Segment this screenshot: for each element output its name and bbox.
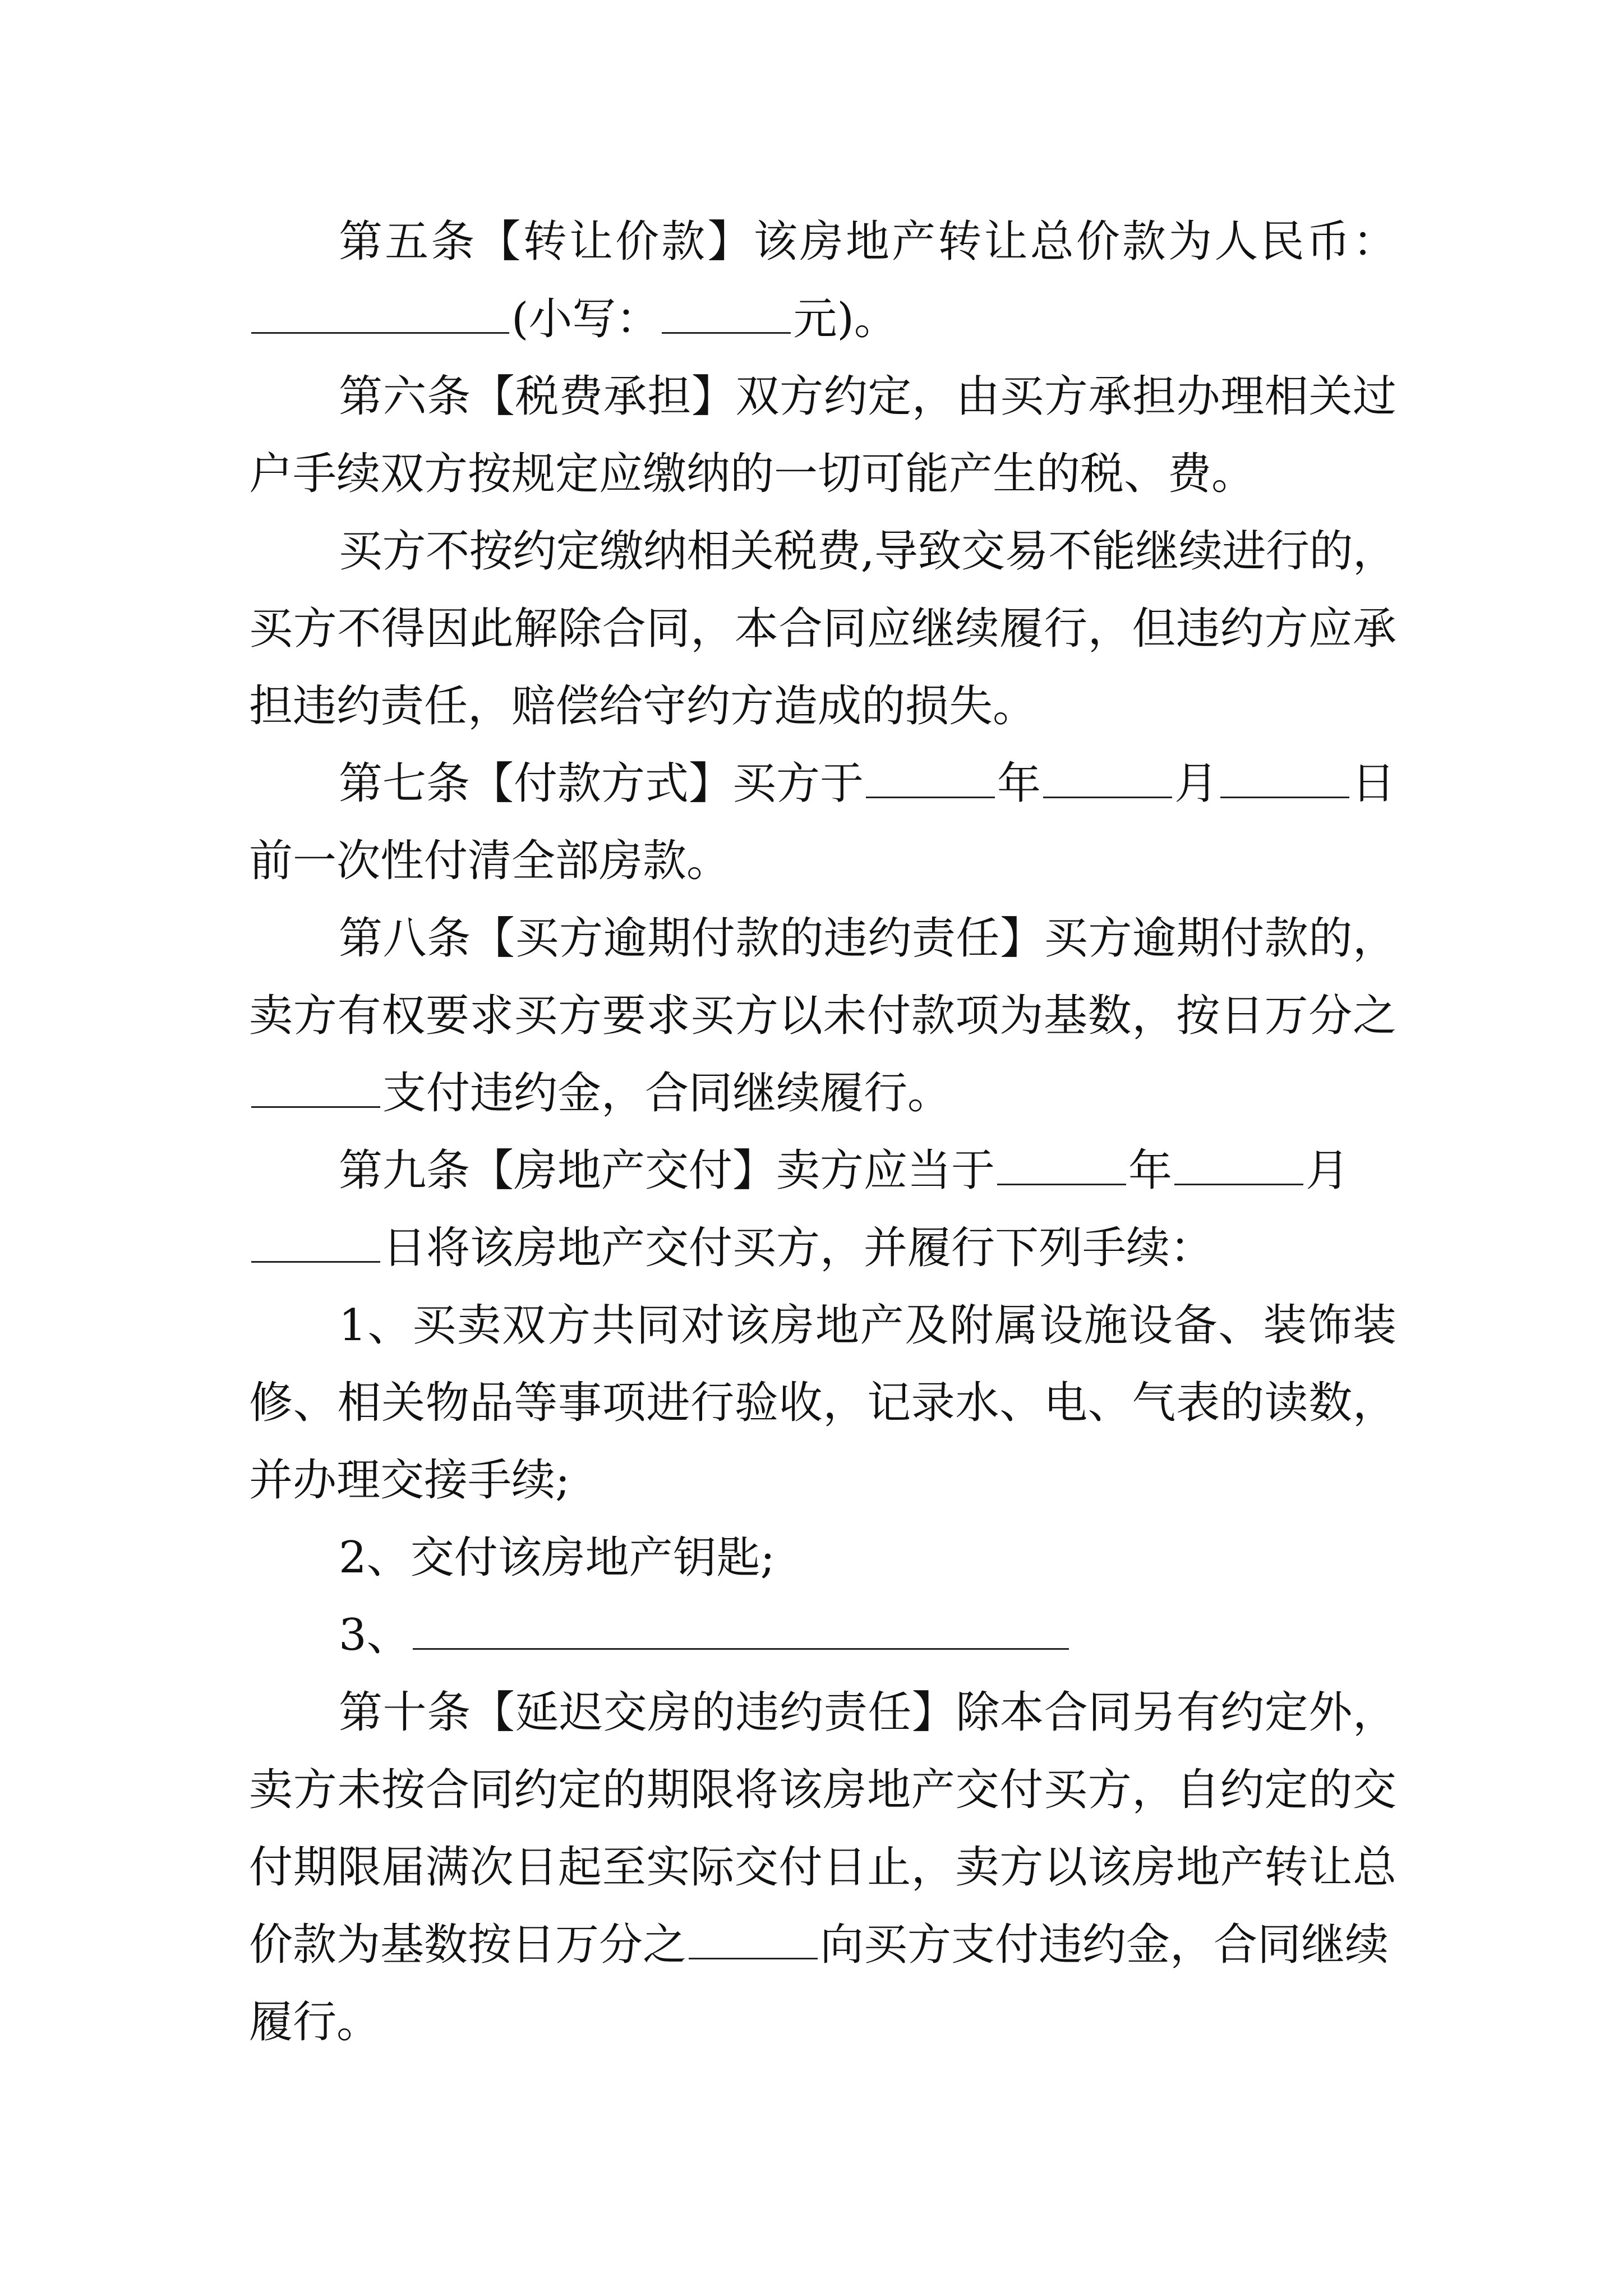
document-line — [249, 1132, 1396, 1209]
document-line — [249, 590, 1396, 668]
line-text: 第十条【延迟交房的违约责任】除本合同另有约定外， — [339, 1687, 1397, 1738]
line-text: 买方不得因此解除合同，本合同应继续履行，但违约方应承 — [249, 604, 1397, 654]
document-line — [249, 668, 1396, 745]
line-text: 卖方未按合同约定的期限将该房地产交付买方，自约定的交 — [249, 1765, 1397, 1815]
document-line — [249, 1596, 1396, 1674]
line-text: 1、买卖双方共同对该房地产及附属设施设备、装饰装 — [339, 1300, 1398, 1351]
line-text: 履行。 — [249, 1997, 381, 2047]
document-line — [249, 900, 1396, 977]
document-body — [249, 203, 1399, 2061]
fill-in-blank — [1043, 762, 1172, 798]
document-line — [249, 513, 1396, 590]
document-line — [249, 1055, 1396, 1132]
document-line — [249, 203, 1399, 280]
line-text: 第五条【转让价款】该房地产转让总价款为人民币： — [339, 217, 1399, 267]
fill-in-blank — [866, 762, 995, 798]
line-text: 日 — [1352, 758, 1396, 809]
line-text: 3、 — [339, 1610, 411, 1660]
document-line — [249, 1287, 1396, 1364]
document-line — [249, 1519, 1396, 1596]
fill-in-blank — [662, 297, 791, 334]
document-line — [249, 1442, 1396, 1519]
line-text: 第六条【税费承担】双方约定，由买方承担办理相关过 — [339, 371, 1397, 422]
line-text: 前一次性付清全部房款。 — [249, 836, 731, 886]
document-line — [249, 745, 1396, 822]
line-text: 元)。 — [793, 294, 898, 344]
line-text: 月 — [1306, 1145, 1350, 1196]
line-text: 日将该房地产交付买方，并履行下列手续： — [382, 1223, 1214, 1273]
fill-in-blank — [1174, 1149, 1303, 1185]
line-text: 卖方有权要求买方要求买方以未付款项为基数，按日万分之 — [249, 991, 1397, 1041]
fill-in-blank — [251, 1226, 380, 1263]
line-text: 月 — [1174, 758, 1219, 809]
document-line — [249, 1829, 1396, 1906]
document-line — [249, 280, 1396, 358]
line-text: 2、交付该房地产钥匙; — [339, 1533, 775, 1583]
line-text: 第七条【付款方式】买方于 — [339, 758, 864, 809]
line-text: 价款为基数按日万分之 — [249, 1920, 687, 1970]
line-text: 修、相关物品等事项进行验收，记录水、电、气表的读数， — [249, 1378, 1397, 1428]
document-line — [249, 1209, 1396, 1287]
line-text: (小写： — [511, 294, 660, 344]
fill-in-blank — [413, 1613, 1069, 1650]
line-text: 第八条【买方逾期付款的违约责任】买方逾期付款的， — [339, 913, 1397, 964]
line-text: 买方不按约定缴纳相关税费,导致交易不能继续进行的， — [339, 526, 1396, 577]
document-line — [249, 1674, 1396, 1751]
document-line — [249, 1364, 1396, 1442]
document-line — [249, 1751, 1396, 1829]
document-line — [249, 1984, 1396, 2061]
line-text: 支付违约金，合同继续履行。 — [382, 1068, 952, 1119]
line-text: 第九条【房地产交付】卖方应当于 — [339, 1145, 995, 1196]
document-line — [249, 1906, 1396, 1984]
document-line — [249, 358, 1396, 435]
document-line — [249, 435, 1396, 513]
fill-in-blank — [1220, 762, 1349, 798]
line-text: 向买方支付违约金，合同继续 — [820, 1920, 1389, 1970]
fill-in-blank — [251, 297, 509, 334]
line-text: 担违约责任，赔偿给守约方造成的损失。 — [249, 681, 1037, 731]
line-text: 付期限届满次日起至实际交付日止，卖方以该房地产转让总 — [249, 1842, 1397, 1893]
line-text: 年 — [997, 758, 1041, 809]
fill-in-blank — [689, 1923, 818, 1959]
document-line — [249, 977, 1396, 1055]
fill-in-blank — [997, 1149, 1126, 1185]
line-text: 并办理交接手续; — [249, 1455, 570, 1506]
fill-in-blank — [251, 1071, 380, 1108]
document-line — [249, 822, 1396, 900]
line-text: 户手续双方按规定应缴纳的一切可能产生的税、费。 — [249, 449, 1256, 499]
line-text: 年 — [1128, 1145, 1173, 1196]
